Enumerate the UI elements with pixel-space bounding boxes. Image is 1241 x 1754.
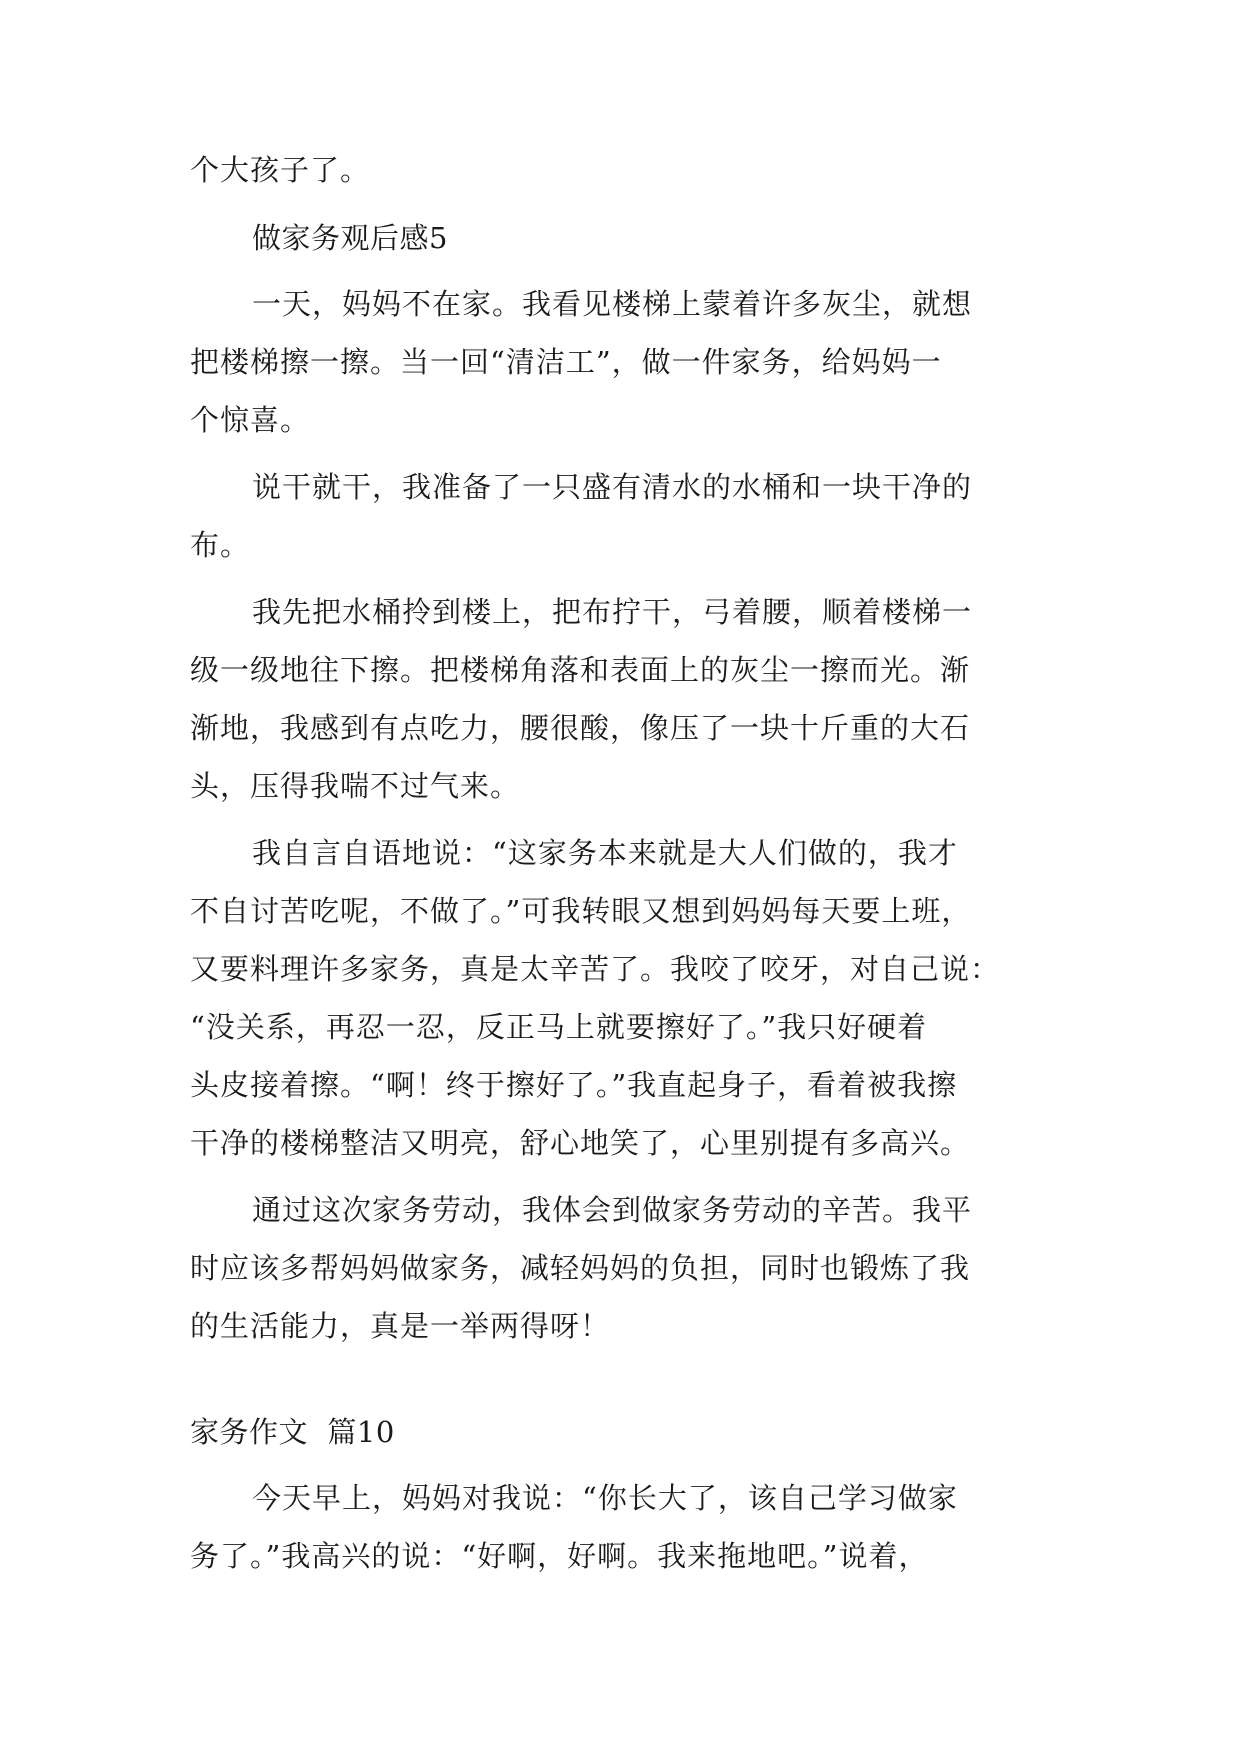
paragraph-line: 通过这次家务劳动，我体会到做家务劳动的辛苦。我平	[252, 1193, 973, 1227]
paragraph-line: 干净的楼梯整洁又明亮，舒心地笑了，心里别提有多高兴。	[190, 1126, 971, 1160]
paragraph-line: 说干就干，我准备了一只盛有清水的水桶和一块干净的	[252, 470, 973, 504]
paragraph-line: 把楼梯擦一擦。当一回“清洁工”，做一件家务，给妈妈一	[190, 345, 942, 379]
paragraph-line: 不自讨苦吃呢，不做了。”可我转眼又想到妈妈每天要上班，	[190, 894, 972, 928]
paragraph-line: 时应该多帮妈妈做家务，减轻妈妈的负担，同时也锻炼了我	[190, 1251, 971, 1285]
paragraph-line: “没关系，再忍一忍，反正马上就要擦好了。”我只好硬着	[190, 1010, 928, 1044]
paragraph-line: 今天早上，妈妈对我说：“你长大了，该自己学习做家	[252, 1481, 958, 1515]
paragraph-line: 我自言自语地说：“这家务本来就是大人们做的，我才	[252, 836, 958, 870]
paragraph-line: 又要料理许多家务，真是太辛苦了。我咬了咬牙，对自己说：	[190, 952, 1001, 986]
paragraph-line: 头皮接着擦。“啊！终于擦好了。”我直起身子，看着被我擦	[190, 1068, 958, 1102]
paragraph-line: 一天，妈妈不在家。我看见楼梯上蒙着许多灰尘，就想	[252, 287, 973, 321]
paragraph-line: 务了。”我高兴的说：“好啊，好啊。我来拖地吧。”说着，	[190, 1539, 929, 1573]
section-heading: 做家务观后感5	[252, 221, 448, 255]
paragraph-line: 个大孩子了。	[190, 153, 371, 187]
paragraph-line: 我先把水桶拎到楼上，把布拧干，弓着腰，顺着楼梯一	[252, 595, 973, 629]
paragraph-line: 渐地，我感到有点吃力，腰很酸，像压了一块十斤重的大石	[190, 711, 971, 745]
paragraph-line: 的生活能力，真是一举两得呀！	[190, 1309, 611, 1343]
paragraph-line: 头，压得我喘不过气来。	[190, 769, 521, 803]
paragraph-line: 个惊喜。	[190, 403, 311, 437]
article-heading: 家务作文 篇10	[190, 1415, 395, 1449]
paragraph-line: 布。	[190, 528, 251, 562]
paragraph-line: 级一级地往下擦。把楼梯角落和表面上的灰尘一擦而光。渐	[190, 653, 971, 687]
